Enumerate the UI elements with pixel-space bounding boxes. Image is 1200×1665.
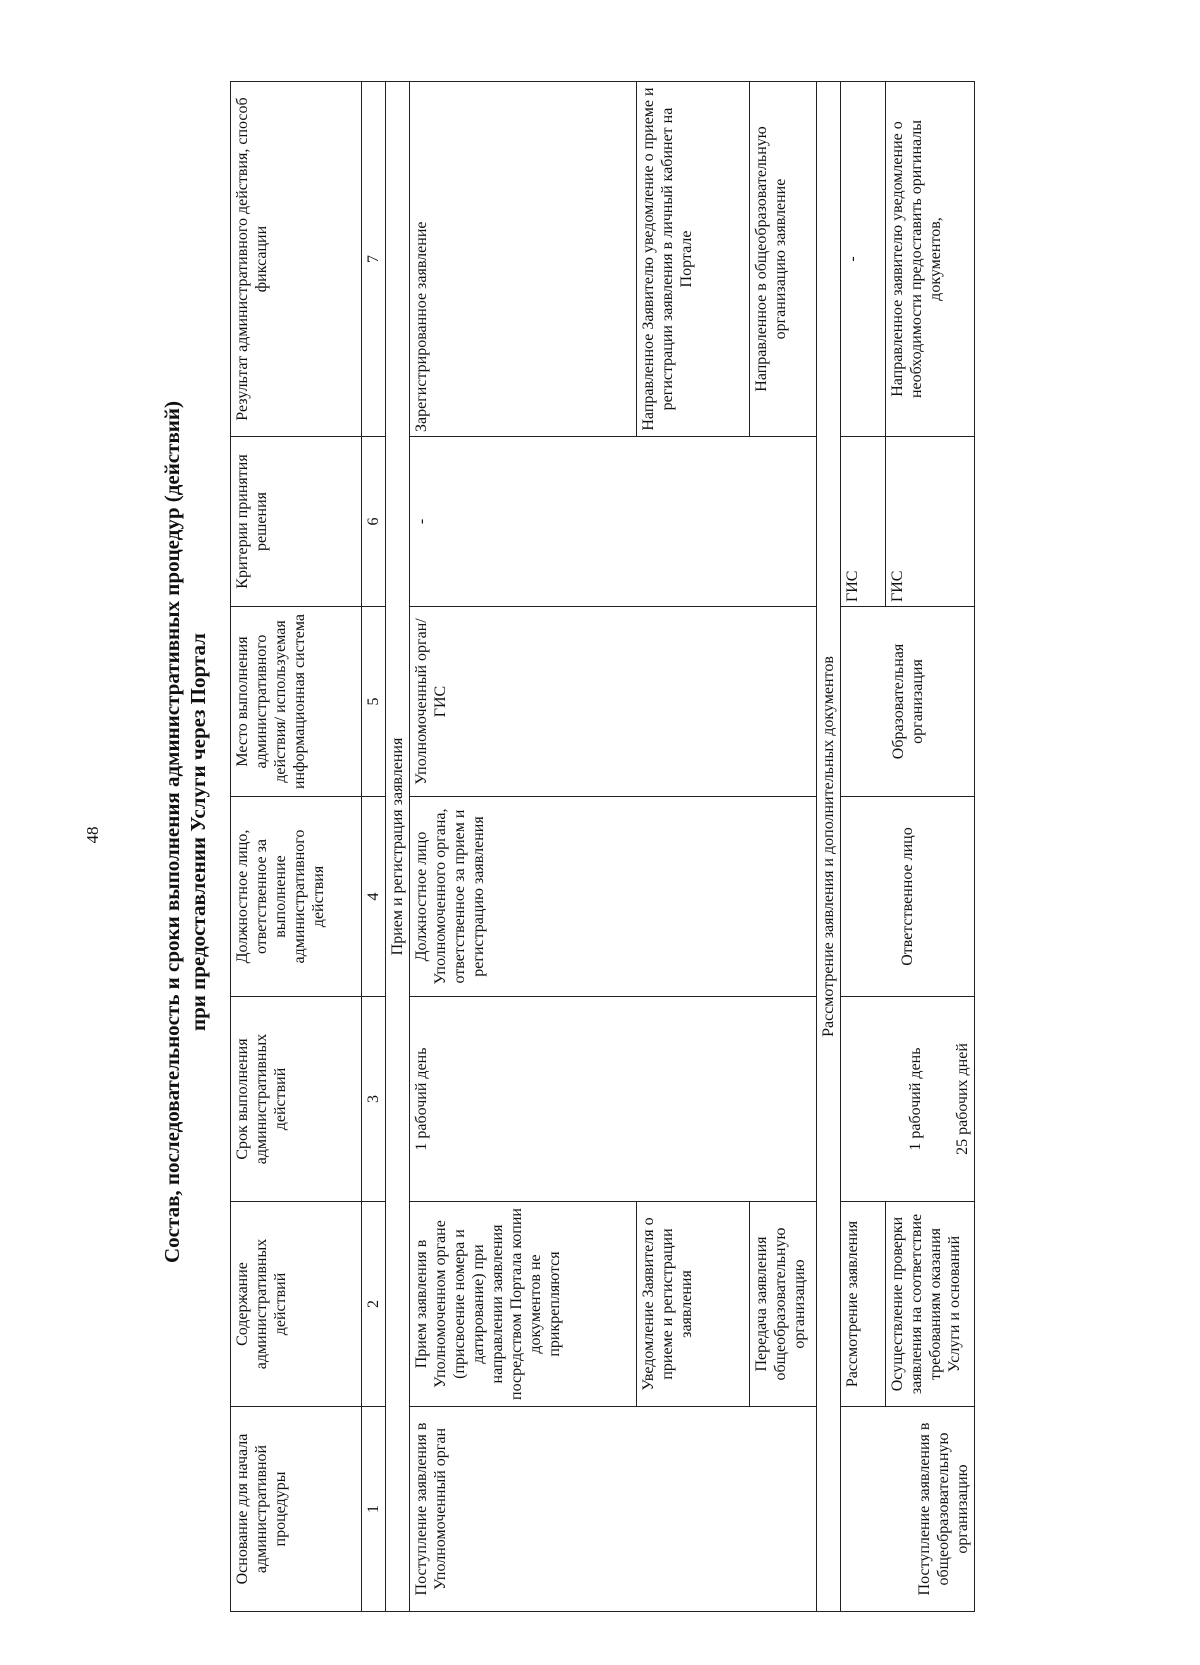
criteria-cell: ГИС: [886, 437, 975, 607]
action-cell: Рассмотрение заявления: [841, 1202, 886, 1407]
action-cell: Прием заявления в Уполномоченном органе (присвоение номера и датирование) при направлении заявления посредством Портала копии документов не прикрепляются: [410, 1202, 637, 1407]
term-value: 1 рабочий день: [907, 1047, 924, 1151]
section-row: [386, 82, 410, 1612]
basis-cell: Поступление заявления в общеобразовательную организацию: [841, 1407, 975, 1612]
section-title: Рассмотрение заявления и дополнительных документов: [817, 82, 841, 1612]
action-cell: Передача заявления общеобразовательную организацию: [750, 1202, 817, 1407]
result-cell: -: [841, 82, 886, 437]
official-cell: Ответственное лицо: [841, 797, 975, 997]
procedures-table-wrapper: [230, 82, 1110, 1612]
section-title: Прием и регистрация заявления: [386, 82, 410, 1612]
basis-cell: Поступление заявления в Уполномоченный орган: [410, 1407, 817, 1612]
header-criteria: Критерии принятия решения: [231, 437, 362, 607]
term-cell: [841, 997, 975, 1202]
header-actions: Содержание административных действий: [231, 1202, 362, 1407]
procedures-table: [230, 81, 975, 1612]
column-number-row: [362, 82, 386, 1612]
page-number: 48: [83, 826, 102, 844]
action-cell: Осуществление проверки заявления на соответствие требованиям оказания Услуги и оснований: [886, 1202, 975, 1407]
criteria-cell: ГИС: [841, 437, 886, 607]
result-cell: Направленное заявителю уведомление о необходимости предоставить оригиналы документов,: [886, 82, 975, 437]
header-basis: Основание для начала административной процедуры: [231, 1407, 362, 1612]
column-number: 5: [362, 607, 386, 797]
official-cell: Должностное лицо Уполномоченного органа, ответственное за прием и регистрацию заявления: [410, 797, 817, 997]
header-result: Результат административного действия, способ фиксации: [231, 82, 362, 437]
table-row: [841, 82, 886, 1612]
table-row: [410, 82, 637, 1612]
term-value: 25 рабочих дней: [954, 1043, 971, 1155]
action-cell: Уведомление Заявителя о приеме и регистрации заявления: [637, 1202, 750, 1407]
term-cell: 1 рабочий день: [410, 997, 817, 1202]
result-cell: Зарегистрированное заявление: [410, 82, 637, 437]
document-title: [159, 132, 211, 1532]
header-term: Срок выполнения административных действий: [231, 997, 362, 1202]
header-row: [231, 82, 362, 1612]
title-line-1: Состав, последовательность и сроки выполнения административных процедур (действий): [160, 401, 184, 1263]
column-number: 4: [362, 797, 386, 997]
place-cell: Уполномоченный орган/ГИС: [410, 607, 817, 797]
column-number: 1: [362, 1407, 386, 1612]
title-line-2: при предоставлении Услуги через Портал: [186, 633, 210, 1031]
section-row: [817, 82, 841, 1612]
header-place: Место выполнения административного действия/ используемая информационная система: [231, 607, 362, 797]
place-cell: Образовательная организация: [841, 607, 975, 797]
column-number: 7: [362, 82, 386, 437]
criteria-cell: -: [410, 437, 817, 607]
column-number: 2: [362, 1202, 386, 1407]
result-cell: Направленное в общеобразовательную организацию заявление: [750, 82, 817, 437]
column-number: 6: [362, 437, 386, 607]
column-number: 3: [362, 997, 386, 1202]
result-cell: Направленное Заявителю уведомление о приеме и регистрации заявления в личный кабинет на Портале: [637, 82, 750, 437]
header-official: Должностное лицо, ответственное за выполнение административного действия: [231, 797, 362, 997]
